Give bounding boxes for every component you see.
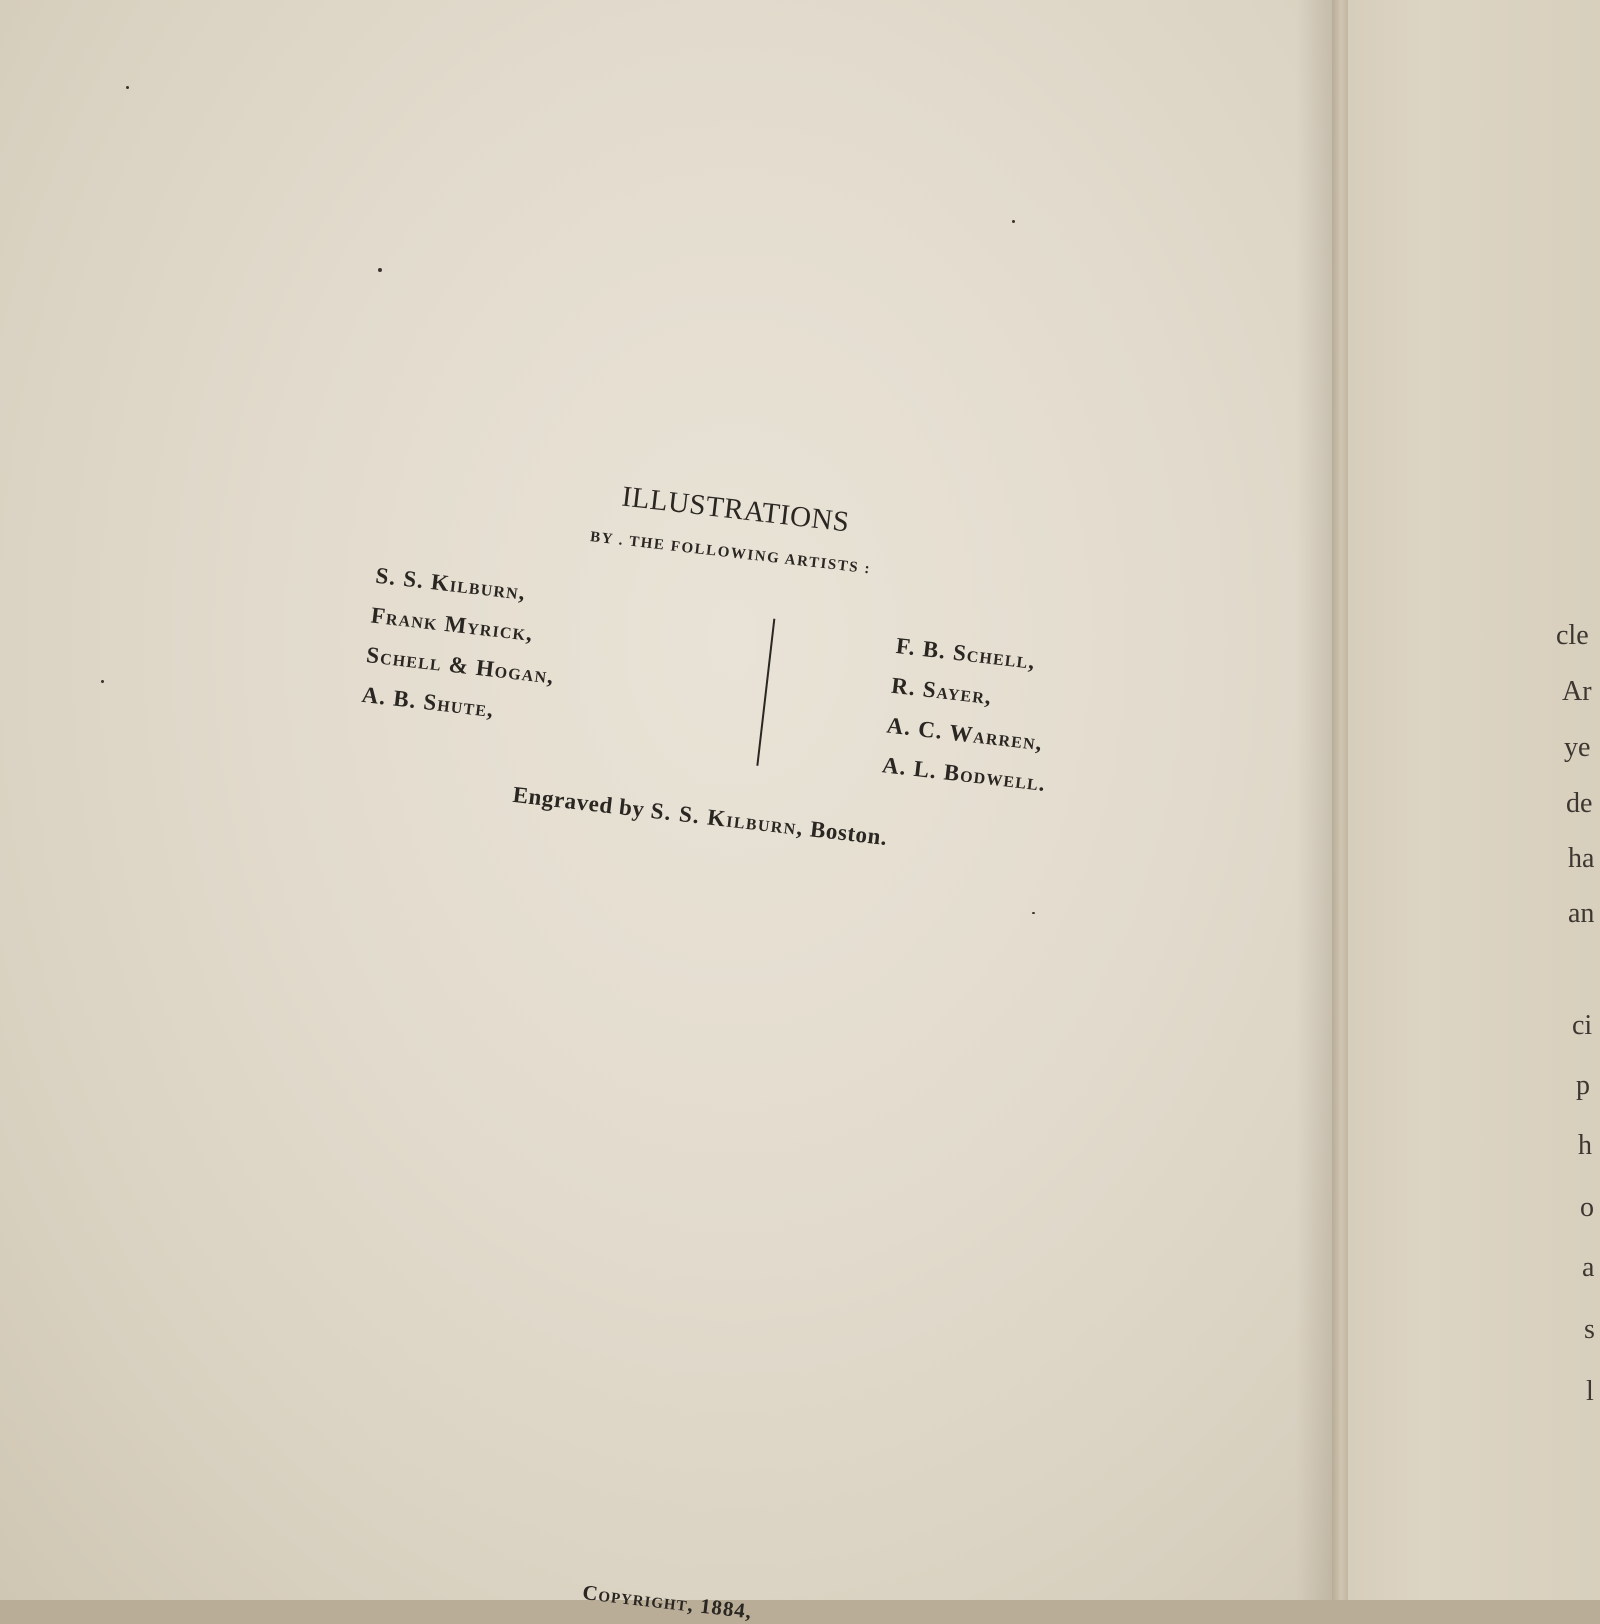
- engraver-city: Boston.: [808, 816, 889, 851]
- right-page-fragment: ye: [1564, 732, 1591, 763]
- artist-left-2: Frank Myrick,: [369, 602, 535, 647]
- illustrations-heading: ILLUSTRATIONS: [620, 480, 852, 539]
- paper-speck: [101, 680, 104, 683]
- right-page-fragment: l: [1586, 1376, 1594, 1407]
- right-page-fragment: a: [1582, 1252, 1595, 1283]
- right-page-fragment: ci: [1572, 1010, 1593, 1041]
- paper-speck: [378, 268, 382, 272]
- artist-left-1: S. S. Kilburn,: [374, 562, 528, 605]
- right-page-fragment: Ar: [1562, 676, 1592, 707]
- artist-right-1: F. B. Schell,: [894, 632, 1038, 674]
- right-page-fragment: an: [1568, 898, 1595, 929]
- right-page-fragment: de: [1566, 788, 1593, 819]
- right-page-fragment: o: [1580, 1192, 1594, 1223]
- right-book-page: [1348, 0, 1600, 1600]
- column-divider: [756, 619, 775, 766]
- right-page-fragment: ha: [1568, 843, 1595, 874]
- illustrations-block: [300, 450, 1115, 1054]
- right-page-fragment: cle: [1556, 620, 1589, 651]
- artist-right-4: A. L. Bodwell.: [880, 752, 1048, 796]
- artist-left-3: Schell & Hogan,: [365, 642, 556, 689]
- right-page-fragment: p: [1576, 1070, 1590, 1101]
- artist-right-3: A. C. Warren,: [885, 712, 1045, 756]
- paper-speck: [126, 86, 129, 89]
- copyright-line: Copyright, 1884,: [581, 1580, 754, 1624]
- artist-left-4: A. B. Shute,: [360, 681, 496, 723]
- paper-speck: [1012, 220, 1015, 223]
- engraver-prefix: Engraved by: [511, 781, 646, 823]
- artists-subheading: BY . THE FOLLOWING ARTISTS :: [589, 529, 872, 578]
- artist-right-2: R. Sayer,: [890, 672, 994, 710]
- right-page-fragment: h: [1578, 1130, 1592, 1161]
- engraver-name: S. S. Kilburn,: [649, 797, 806, 841]
- right-page-fragment: s: [1584, 1314, 1595, 1345]
